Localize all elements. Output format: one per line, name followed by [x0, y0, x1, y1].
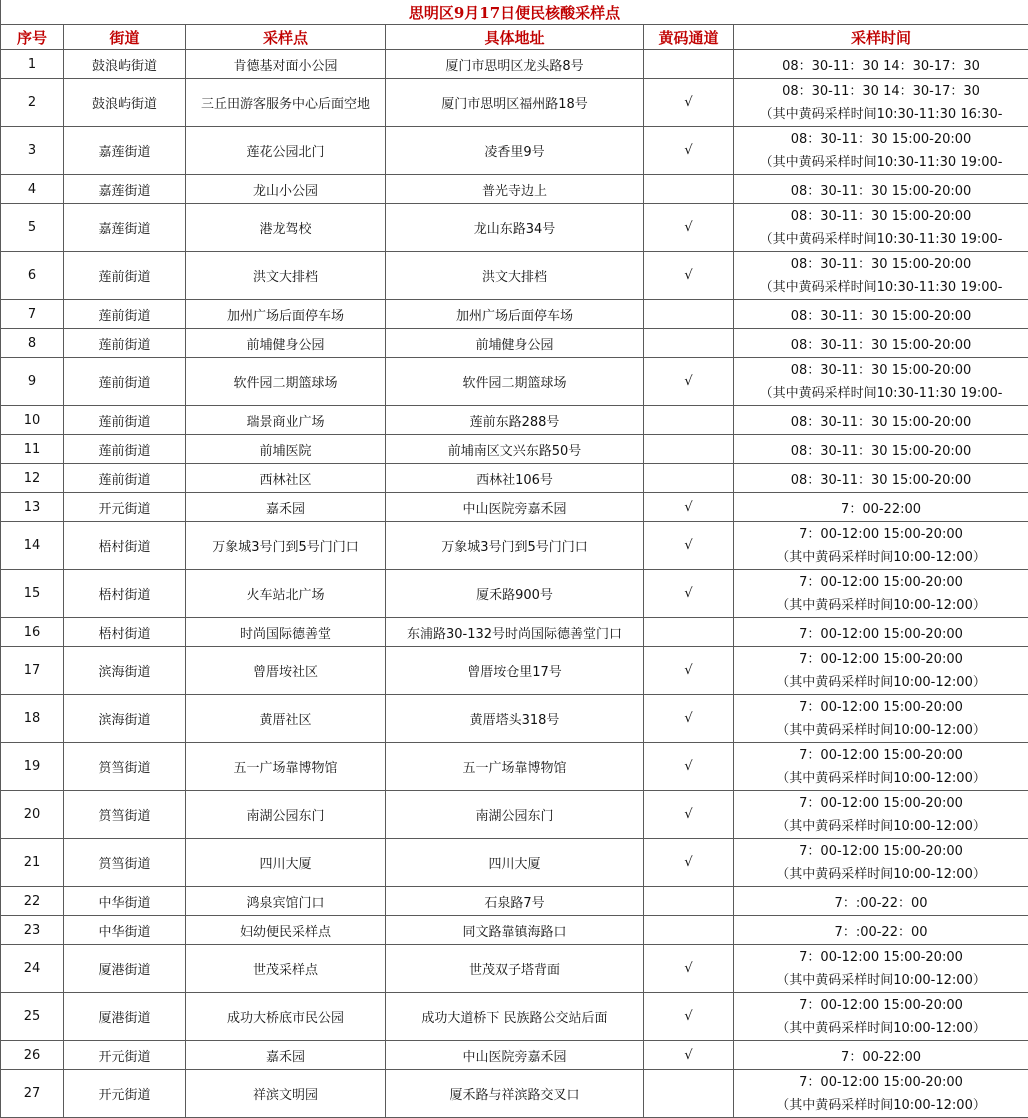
cell-yellow-channel: [644, 887, 734, 916]
cell-address: 厦禾路与祥滨路交叉口: [386, 1070, 644, 1118]
cell-yellow-channel: √: [644, 358, 734, 406]
cell-yellow-channel: [644, 329, 734, 358]
cell-yellow-channel: √: [644, 839, 734, 887]
cell-time: [734, 522, 1028, 570]
cell-street: 梧村街道: [64, 570, 186, 618]
table-row: [1, 522, 1028, 570]
cell-yellow-channel: √: [644, 743, 734, 791]
table-row: [1, 570, 1028, 618]
cell-address: 厦门市思明区龙头路8号: [386, 50, 644, 79]
cell-no: 22: [1, 887, 64, 916]
cell-no: 8: [1, 329, 64, 358]
cell-address: 五一广场靠博物馆: [386, 743, 644, 791]
cell-address: 软件园二期篮球场: [386, 358, 644, 406]
cell-address: 西林社106号: [386, 464, 644, 493]
cell-no: 15: [1, 570, 64, 618]
cell-point: 妇幼便民采样点: [186, 916, 386, 945]
cell-street: 莲前街道: [64, 358, 186, 406]
cell-yellow-channel: √: [644, 791, 734, 839]
cell-point: 五一广场靠博物馆: [186, 743, 386, 791]
cell-street: 滨海街道: [64, 695, 186, 743]
table-row: [1, 695, 1028, 743]
cell-point: 世茂采样点: [186, 945, 386, 993]
cell-street: 梧村街道: [64, 522, 186, 570]
cell-time: [734, 252, 1028, 300]
time-yellow-note: （其中黄码采样时间10:30-11:30 19:00-: [734, 151, 1028, 174]
cell-time: [734, 493, 1028, 522]
time-main: 7：:00-22：00: [835, 896, 928, 911]
cell-no: 2: [1, 79, 64, 127]
cell-point: 火车站北广场: [186, 570, 386, 618]
cell-time: [734, 127, 1028, 175]
cell-street: 鼓浪屿街道: [64, 50, 186, 79]
table-row: [1, 204, 1028, 252]
cell-street: 中华街道: [64, 916, 186, 945]
cell-street: 厦港街道: [64, 993, 186, 1041]
cell-time: [734, 175, 1028, 204]
cell-street: 开元街道: [64, 1041, 186, 1070]
cell-time: [734, 618, 1028, 647]
cell-no: 14: [1, 522, 64, 570]
cell-street: 开元街道: [64, 493, 186, 522]
time-yellow-note: （其中黄码采样时间10:00-12:00）: [734, 863, 1028, 886]
time-main: 7：:00-22：00: [835, 925, 928, 940]
cell-point: 黄厝社区: [186, 695, 386, 743]
table-row: [1, 945, 1028, 993]
cell-no: 23: [1, 916, 64, 945]
cell-point: 万象城3号门到5号门门口: [186, 522, 386, 570]
header-row: [1, 25, 1028, 50]
table-row: [1, 127, 1028, 175]
cell-no: 7: [1, 300, 64, 329]
time-main: 7：00-12:00 15:00-20:00: [734, 696, 1028, 719]
cell-time: [734, 695, 1028, 743]
cell-no: 17: [1, 647, 64, 695]
cell-street: 嘉莲街道: [64, 204, 186, 252]
header-time: 采样时间: [734, 25, 1028, 50]
time-yellow-note: （其中黄码采样时间10:30-11:30 19:00-: [734, 276, 1028, 299]
table-row: [1, 618, 1028, 647]
time-main: 7：00-12:00 15:00-20:00: [734, 648, 1028, 671]
cell-yellow-channel: √: [644, 493, 734, 522]
cell-no: 12: [1, 464, 64, 493]
cell-time: [734, 916, 1028, 945]
cell-yellow-channel: [644, 618, 734, 647]
cell-point: 港龙驾校: [186, 204, 386, 252]
table-row: [1, 175, 1028, 204]
cell-point: 南湖公园东门: [186, 791, 386, 839]
cell-no: 19: [1, 743, 64, 791]
cell-yellow-channel: √: [644, 993, 734, 1041]
time-main: 7：00-22:00: [841, 1050, 921, 1065]
cell-no: 18: [1, 695, 64, 743]
header-no: 序号: [1, 25, 64, 50]
cell-street: 莲前街道: [64, 406, 186, 435]
cell-time: [734, 887, 1028, 916]
time-main: 7：00-12:00 15:00-20:00: [734, 744, 1028, 767]
cell-address: 厦门市思明区福州路18号: [386, 79, 644, 127]
cell-time: [734, 204, 1028, 252]
cell-yellow-channel: √: [644, 127, 734, 175]
cell-street: 鼓浪屿街道: [64, 79, 186, 127]
cell-street: 滨海街道: [64, 647, 186, 695]
cell-street: 梧村街道: [64, 618, 186, 647]
cell-time: [734, 743, 1028, 791]
cell-no: 3: [1, 127, 64, 175]
time-yellow-note: （其中黄码采样时间10:30-11:30 19:00-: [734, 228, 1028, 251]
cell-point: 肯德基对面小公园: [186, 50, 386, 79]
cell-street: 筼筜街道: [64, 839, 186, 887]
time-yellow-note: （其中黄码采样时间10:00-12:00）: [734, 546, 1028, 569]
cell-address: 东浦路30-132号时尚国际德善堂门口: [386, 618, 644, 647]
cell-time: [734, 791, 1028, 839]
cell-no: 13: [1, 493, 64, 522]
cell-address: 莲前东路288号: [386, 406, 644, 435]
cell-street: 开元街道: [64, 1070, 186, 1118]
cell-point: 鸿泉宾馆门口: [186, 887, 386, 916]
cell-no: 27: [1, 1070, 64, 1118]
sheet-title: 思明区9月17日便民核酸采样点: [1, 0, 1028, 25]
cell-time: [734, 358, 1028, 406]
cell-point: 成功大桥底市民公园: [186, 993, 386, 1041]
cell-no: 5: [1, 204, 64, 252]
cell-no: 16: [1, 618, 64, 647]
time-yellow-note: （其中黄码采样时间10:00-12:00）: [734, 671, 1028, 694]
cell-address: 石泉路7号: [386, 887, 644, 916]
time-main: 7：00-12:00 15:00-20:00: [734, 571, 1028, 594]
cell-address: 成功大道桥下 民族路公交站后面: [386, 993, 644, 1041]
cell-address: 洪文大排档: [386, 252, 644, 300]
cell-address: 四川大厦: [386, 839, 644, 887]
cell-street: 筼筜街道: [64, 791, 186, 839]
cell-street: 莲前街道: [64, 329, 186, 358]
cell-time: [734, 79, 1028, 127]
cell-address: 曾厝垵仓里17号: [386, 647, 644, 695]
time-main: 7：00-12:00 15:00-20:00: [734, 840, 1028, 863]
cell-yellow-channel: [644, 464, 734, 493]
cell-time: [734, 406, 1028, 435]
time-yellow-note: （其中黄码采样时间10:00-12:00）: [734, 1094, 1028, 1117]
cell-point: 西林社区: [186, 464, 386, 493]
cell-time: [734, 993, 1028, 1041]
table-row: [1, 791, 1028, 839]
cell-time: [734, 1041, 1028, 1070]
time-main: 08：30-11：30 15:00-20:00: [734, 128, 1028, 151]
time-main: 08：30-11：30 15:00-20:00: [791, 184, 972, 199]
cell-time: [734, 1070, 1028, 1118]
cell-yellow-channel: √: [644, 945, 734, 993]
cell-no: 4: [1, 175, 64, 204]
table-row: [1, 993, 1028, 1041]
cell-yellow-channel: √: [644, 79, 734, 127]
cell-time: [734, 945, 1028, 993]
cell-address: 龙山东路34号: [386, 204, 644, 252]
cell-point: 瑞景商业广场: [186, 406, 386, 435]
cell-point: 前埔健身公园: [186, 329, 386, 358]
cell-point: 嘉禾园: [186, 1041, 386, 1070]
time-main: 7：00-22:00: [841, 502, 921, 517]
cell-time: [734, 50, 1028, 79]
cell-address: 万象城3号门到5号门门口: [386, 522, 644, 570]
time-main: 7：00-12:00 15:00-20:00: [734, 994, 1028, 1017]
table-row: [1, 406, 1028, 435]
header-address: 具体地址: [386, 25, 644, 50]
cell-street: 莲前街道: [64, 464, 186, 493]
time-main: 08：30-11：30 14：30-17：30: [782, 59, 980, 74]
time-main: 08：30-11：30 15:00-20:00: [734, 205, 1028, 228]
cell-address: 普光寺边上: [386, 175, 644, 204]
cell-yellow-channel: [644, 435, 734, 464]
cell-yellow-channel: [644, 916, 734, 945]
cell-street: 莲前街道: [64, 300, 186, 329]
time-main: 08：30-11：30 14：30-17：30: [734, 80, 1028, 103]
cell-yellow-channel: [644, 406, 734, 435]
table-row: [1, 839, 1028, 887]
table-row: [1, 1070, 1028, 1118]
table-row: [1, 493, 1028, 522]
cell-point: 洪文大排档: [186, 252, 386, 300]
cell-yellow-channel: √: [644, 695, 734, 743]
cell-no: 21: [1, 839, 64, 887]
time-main: 08：30-11：30 15:00-20:00: [791, 473, 972, 488]
cell-time: [734, 839, 1028, 887]
table-row: [1, 1041, 1028, 1070]
time-yellow-note: （其中黄码采样时间10:00-12:00）: [734, 594, 1028, 617]
cell-yellow-channel: √: [644, 252, 734, 300]
cell-time: [734, 300, 1028, 329]
cell-no: 26: [1, 1041, 64, 1070]
time-yellow-note: （其中黄码采样时间10:00-12:00）: [734, 719, 1028, 742]
time-yellow-note: （其中黄码采样时间10:30-11:30 19:00-: [734, 382, 1028, 405]
cell-yellow-channel: [644, 1070, 734, 1118]
cell-point: 时尚国际德善堂: [186, 618, 386, 647]
time-yellow-note: （其中黄码采样时间10:00-12:00）: [734, 815, 1028, 838]
cell-street: 莲前街道: [64, 252, 186, 300]
time-yellow-note: （其中黄码采样时间10:00-12:00）: [734, 969, 1028, 992]
cell-no: 9: [1, 358, 64, 406]
cell-point: 曾厝垵社区: [186, 647, 386, 695]
time-main: 7：00-12:00 15:00-20:00: [734, 946, 1028, 969]
cell-address: 中山医院旁嘉禾园: [386, 493, 644, 522]
cell-address: 中山医院旁嘉禾园: [386, 1041, 644, 1070]
cell-yellow-channel: [644, 300, 734, 329]
title-row: [1, 0, 1028, 25]
cell-street: 莲前街道: [64, 435, 186, 464]
cell-address: 加州广场后面停车场: [386, 300, 644, 329]
cell-point: 四川大厦: [186, 839, 386, 887]
cell-point: 嘉禾园: [186, 493, 386, 522]
cell-street: 中华街道: [64, 887, 186, 916]
cell-time: [734, 435, 1028, 464]
cell-address: 厦禾路900号: [386, 570, 644, 618]
table-row: [1, 435, 1028, 464]
header-point: 采样点: [186, 25, 386, 50]
table-row: [1, 887, 1028, 916]
cell-no: 25: [1, 993, 64, 1041]
time-main: 7：00-12:00 15:00-20:00: [734, 523, 1028, 546]
cell-no: 11: [1, 435, 64, 464]
cell-point: 加州广场后面停车场: [186, 300, 386, 329]
cell-yellow-channel: √: [644, 1041, 734, 1070]
cell-street: 厦港街道: [64, 945, 186, 993]
cell-point: 前埔医院: [186, 435, 386, 464]
cell-yellow-channel: √: [644, 204, 734, 252]
cell-street: 嘉莲街道: [64, 175, 186, 204]
time-yellow-note: （其中黄码采样时间10:30-11:30 16:30-: [734, 103, 1028, 126]
time-yellow-note: （其中黄码采样时间10:00-12:00）: [734, 767, 1028, 790]
cell-address: 同文路靠镇海路口: [386, 916, 644, 945]
cell-address: 前埔健身公园: [386, 329, 644, 358]
cell-address: 前埔南区文兴东路50号: [386, 435, 644, 464]
cell-time: [734, 647, 1028, 695]
table-row: [1, 79, 1028, 127]
cell-no: 20: [1, 791, 64, 839]
cell-point: 三丘田游客服务中心后面空地: [186, 79, 386, 127]
time-main: 08：30-11：30 15:00-20:00: [791, 444, 972, 459]
cell-no: 1: [1, 50, 64, 79]
cell-street: 嘉莲街道: [64, 127, 186, 175]
table-row: [1, 743, 1028, 791]
time-main: 08：30-11：30 15:00-20:00: [791, 309, 972, 324]
cell-address: 南湖公园东门: [386, 791, 644, 839]
header-street: 街道: [64, 25, 186, 50]
table-row: [1, 50, 1028, 79]
cell-time: [734, 570, 1028, 618]
cell-point: 龙山小公园: [186, 175, 386, 204]
cell-time: [734, 464, 1028, 493]
time-main: 08：30-11：30 15:00-20:00: [734, 359, 1028, 382]
cell-yellow-channel: √: [644, 570, 734, 618]
time-main: 08：30-11：30 15:00-20:00: [791, 415, 972, 430]
time-main: 08：30-11：30 15:00-20:00: [734, 253, 1028, 276]
time-main: 7：00-12:00 15:00-20:00: [734, 1071, 1028, 1094]
table-row: [1, 647, 1028, 695]
cell-address: 黄厝塔头318号: [386, 695, 644, 743]
cell-address: 凌香里9号: [386, 127, 644, 175]
table-row: [1, 300, 1028, 329]
cell-yellow-channel: [644, 50, 734, 79]
table-row: [1, 464, 1028, 493]
time-yellow-note: （其中黄码采样时间10:00-12:00）: [734, 1017, 1028, 1040]
cell-yellow-channel: √: [644, 522, 734, 570]
cell-street: 筼筜街道: [64, 743, 186, 791]
time-main: 08：30-11：30 15:00-20:00: [791, 338, 972, 353]
header-yellow-channel: 黄码通道: [644, 25, 734, 50]
cell-time: [734, 329, 1028, 358]
table-body: [1, 50, 1028, 1118]
table-row: [1, 252, 1028, 300]
cell-no: 24: [1, 945, 64, 993]
cell-point: 莲花公园北门: [186, 127, 386, 175]
cell-address: 世茂双子塔背面: [386, 945, 644, 993]
cell-yellow-channel: [644, 175, 734, 204]
cell-yellow-channel: √: [644, 647, 734, 695]
cell-point: 软件园二期篮球场: [186, 358, 386, 406]
table-row: [1, 916, 1028, 945]
table-row: [1, 358, 1028, 406]
cell-no: 10: [1, 406, 64, 435]
table-row: [1, 329, 1028, 358]
cell-point: 祥滨文明园: [186, 1070, 386, 1118]
time-main: 7：00-12:00 15:00-20:00: [734, 792, 1028, 815]
cell-no: 6: [1, 252, 64, 300]
time-main: 7：00-12:00 15:00-20:00: [799, 627, 963, 642]
